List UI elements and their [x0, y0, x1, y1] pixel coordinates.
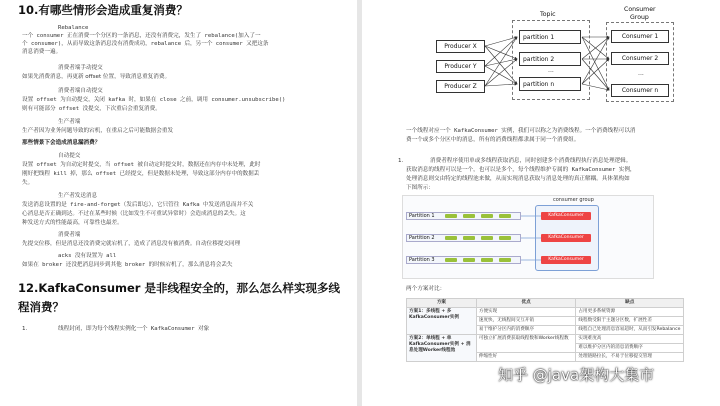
leak-title-auto-commit: 自动提交	[58, 153, 81, 159]
leak-text: 心消息是否正确到达。不过在某些时候（比如发生不可重试异常时）会造成消息的丢失。这	[22, 211, 246, 217]
list-item-text: 获取消息的线程可以是一个，也可以是多个，每个线程维护专属的 KafkaConsumer 实例，	[406, 167, 636, 173]
plan-cell: 方案1：多线程 + 多KafkaConsumer实例	[407, 308, 477, 335]
cons-cell: 线程自己处理消息容易超时，从而引发Rebalance	[576, 326, 684, 335]
producer-z-box: Producer Z	[436, 80, 485, 93]
leak-title-acks: acks 没有设置为 all	[58, 253, 117, 259]
leak-text: 如果在 broker 还没把消息同步到其他 broker 的时候宕机了，那么消息将会丢失	[22, 262, 233, 268]
leak-text: 发送消息设置的是 fire-and-forget（发后即忘），它只管往 Kafka 中发送消息而并不关	[22, 202, 254, 208]
table-header: 优点	[476, 299, 576, 308]
paragraph-line: 费一个或多个分区中的消息，所有的消费线程都隶属于同一个消费组。	[406, 137, 580, 143]
partition-1-box	[519, 30, 581, 44]
architecture-diagram	[402, 195, 654, 279]
leak-text: 先提交位移，但是消息还没消费完就宕机了，造成了消息没有被消费。自动位移提交同理	[22, 241, 241, 247]
partition-n-box	[519, 77, 581, 91]
table-row	[407, 335, 684, 344]
cons-cell: 线程数受限于主题分区数，扩展性差	[576, 317, 684, 326]
consumer-group-label: consumer group	[553, 197, 594, 203]
kafka-consumer-block: KafkaConsumer	[541, 212, 591, 220]
heading-q12: 12.KafkaConsumer 是非线程安全的，那么怎么样实现多线	[18, 281, 340, 295]
cons-cell: 实现难度高	[576, 335, 684, 344]
case-text: 则有可能部分 offset 没提交，下次重启会重复消费。	[22, 106, 161, 112]
consumer-ellipsis: ...	[638, 70, 644, 77]
list-number: 1.	[22, 326, 28, 332]
rebalance-line: 个 consumer)，从而导致这条消息没有消费成功，rebalance 后，另一个 consumer 又把这条	[22, 41, 269, 47]
rebalance-line: 一个 consumer 正在消费一个分区的一条消息，还没有消费完，发生了 rebalance(加入了一	[22, 33, 261, 39]
partition-label: partition n	[523, 80, 555, 88]
leak-text: 失。	[22, 180, 34, 186]
producer-x-box: Producer X	[436, 40, 485, 53]
case-title-manual-commit: 消费者端手动提交	[58, 65, 103, 71]
case-text: 如果先消费消息，再更新 offset 位置，导致消息重复消费。	[22, 74, 171, 80]
subheading-leak: 那些情景下会造成消息漏消费？	[22, 140, 101, 146]
case-text: 生产者因为业务问题导致的宕机，在重启之后可能数据会重发	[22, 128, 174, 134]
case-title-rebalance: Rebalance	[58, 25, 89, 31]
leak-text: 设置 offset 为自动定时提交，当 offset 被自动定时提交时，数据还在内存中未处理，此时	[22, 162, 261, 168]
leak-title-producer-send: 生产者发送消息	[58, 193, 98, 199]
left-page	[0, 0, 357, 406]
consumer-n-box: Consumer n	[611, 84, 669, 97]
consumer-group-title: Consumer	[624, 6, 656, 13]
case-text: 设置 offset 为自动提交，关闭 kafka 时，如果在 close 之前，调用 consumer.unsubscribe()	[22, 97, 286, 103]
rebalance-line: 消息消费一遍。	[22, 49, 62, 55]
partition-label: Partition 1	[409, 213, 435, 219]
pros-cell: 方便实现	[476, 308, 576, 317]
partition-2-box	[519, 52, 581, 66]
case-title-auto-commit: 消费者端自动提交	[58, 88, 103, 94]
heading-q12-cont: 程消费？	[18, 300, 64, 314]
topic-label: Topic	[540, 11, 556, 18]
cons-cell: 处理链路拉长，不易于位移提交管理	[576, 353, 684, 362]
table-header-row	[407, 299, 684, 308]
list-item-text: 消费者程序使用单或多线程获取消息，同时创建多个消费线程执行消息处理逻辑。	[430, 158, 632, 164]
leak-text: 种发送方式的性能最高，可靠性也最差。	[22, 220, 123, 226]
comparison-table	[406, 298, 684, 362]
list-number: 1.	[398, 158, 404, 164]
heading-q10: 10.有哪些情形会造成重复消费？	[18, 3, 188, 17]
list-item-text: 处理消息则交由特定的线程池来做，从而实现消息获取与消息处理的真正解耦。具体架构如	[406, 176, 630, 182]
consumer-2-box: Consumer 2	[611, 52, 669, 65]
partition-label: partition 2	[523, 55, 555, 63]
pros-cell: 伸缩性好	[476, 353, 576, 362]
pros-cell: 可独立扩展消费获取线程数和Worker线程数	[476, 335, 576, 353]
table-row	[407, 308, 684, 317]
partition-label: partition 1	[523, 33, 555, 41]
zhihu-watermark: 知乎 @java架构大集市	[498, 366, 655, 384]
consumer-group-title: Group	[630, 14, 649, 21]
leak-text: 刚好把线程 kill 掉，那么 offset 已经提交，但是数据未处理，导致这部分内存中的数据丢	[22, 171, 260, 177]
cons-cell: 难以维护分区内的消息消费顺序	[576, 344, 684, 353]
table-header: 缺点	[576, 299, 684, 308]
kafka-consumer-block: KafkaConsumer	[541, 234, 591, 242]
partition-label: Partition 2	[409, 235, 435, 241]
table-header: 方案	[407, 299, 477, 308]
compare-label: 两个方案对比：	[406, 286, 446, 292]
pros-cell: 速度快，无线程间交互开销	[476, 317, 576, 326]
consumer-1-box: Consumer 1	[611, 30, 669, 43]
architecture-arrows	[403, 196, 653, 278]
partition-label: Partition 3	[409, 257, 435, 263]
leak-title-consumer: 消费者端	[58, 232, 81, 238]
right-page	[362, 0, 720, 406]
kafka-consumer-block: KafkaConsumer	[541, 256, 591, 264]
paragraph-line: 一个线程对应一个 KafkaConsumer 实例，我们可以称之为消费线程。一个消费线程可以消	[406, 128, 636, 134]
producer-y-box: Producer Y	[436, 60, 485, 73]
list-item-text: 线程封闭，即为每个线程实例化一个 KafkaConsumer 对象	[58, 326, 210, 332]
plan-cell: 方案2：单线程 + 单KafkaConsumer实例 + 消息处理Worker线程池	[407, 335, 477, 362]
list-item-text: 下图所示：	[406, 185, 434, 191]
partition-ellipsis: ...	[548, 67, 554, 74]
pros-cell: 易于维护分区内的消费顺序	[476, 326, 576, 335]
case-title-producer: 生产者端	[58, 119, 81, 125]
cons-cell: 占用更多系统资源	[576, 308, 684, 317]
